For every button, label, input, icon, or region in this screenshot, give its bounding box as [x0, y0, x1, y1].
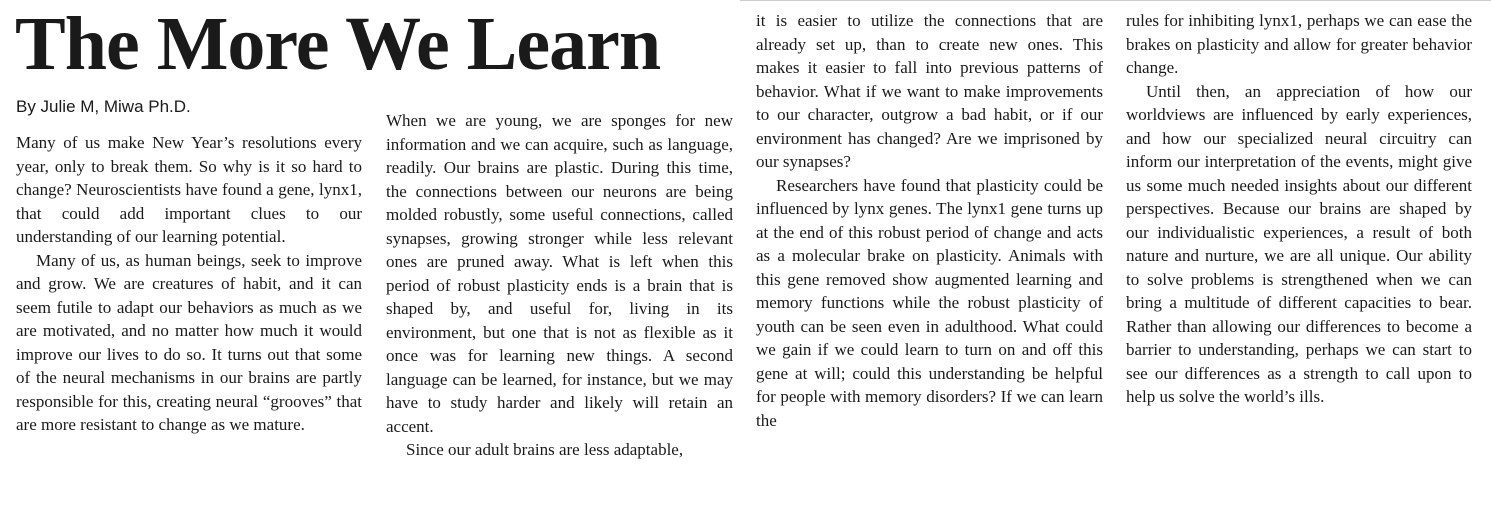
top-rule	[740, 0, 1491, 1]
article-title: The More We Learn	[15, 2, 661, 86]
paragraph: it is easier to utilize the connections that are already set up, than to create new ones. This makes it easier to fall into previous patterns of behavior. What if we want to make improvements to our character, outgrow a bad habit, or if our environment has changed? Are we imprisoned by our synapses?	[756, 11, 1103, 171]
article-column-1	[16, 131, 362, 437]
paragraph: rules for inhibiting lynx1, perhaps we can ease the brakes on plasticity and allow for greater behavior change.	[1126, 11, 1472, 77]
paragraph: Researchers have found that plasticity could be influenced by lynx genes. The lynx1 gene turns up at the end of this robust period of change and acts as a molecular brake on plasticity. Animals with this gene removed show augmented learning and memory functions while the robust plasticity of youth can be seen even in adulthood. What could we gain if we could learn to turn on and off this gene at will; could this understanding be helpful for people with memory disorders? If we can learn the	[756, 175, 1103, 430]
paragraph: Since our adult brains are less adaptable,	[406, 440, 684, 459]
article-column-3	[756, 9, 1103, 432]
paragraph: Many of us, as human beings, seek to improve and grow. We are creatures of habit, and it can seem futile to adapt our behaviors as much as we are motivated, and no matter how much it would improve our lives to do so. It turns out that some of the neural mechanisms in our brains are partly responsible for this, creating neural “grooves” that are more resistant to change as we mature.	[16, 250, 362, 434]
paragraph: Many of us make New Year’s resolutions every year, only to break them. So why is it so hard to change? Neuroscientists have found a gene, lynx1, that could add important clues to our understanding of our learning potential.	[16, 133, 362, 246]
byline: By Julie M, Miwa Ph.D.	[16, 97, 191, 116]
article-column-2	[386, 109, 733, 462]
paragraph: When we are young, we are sponges for new information and we can acquire, such as language, readily. Our brains are plastic. During this time, the connections between our neurons are being molded robustly, some useful connections, called synapses, growing stronger while less relevant ones are pruned away. What is left when this period of robust plasticity ends is a brain that is shaped by, and useful for, living in its environment, but one that is not as flexible as it once was for learning new things. A second language can be learned, for instance, but we may have to study harder and likely will retain an accent.	[386, 111, 733, 436]
paragraph: Until then, an appreciation of how our worldviews are influenced by early experiences, and how our specialized neural circuitry can inform our interpretation of the events, might give us some much needed insights about our different perspectives. Because our brains are shaped by our individualistic experiences, a result of both nature and nurture, we are all unique. Our ability to solve problems is strengthened when we can bring a multitude of different capacities to bear. Rather than allowing our differences to become a barrier to understanding, perhaps we can start to see our differences as a strength to call upon to help us solve the world’s ills.	[1126, 81, 1472, 406]
article-column-4	[1126, 9, 1472, 409]
